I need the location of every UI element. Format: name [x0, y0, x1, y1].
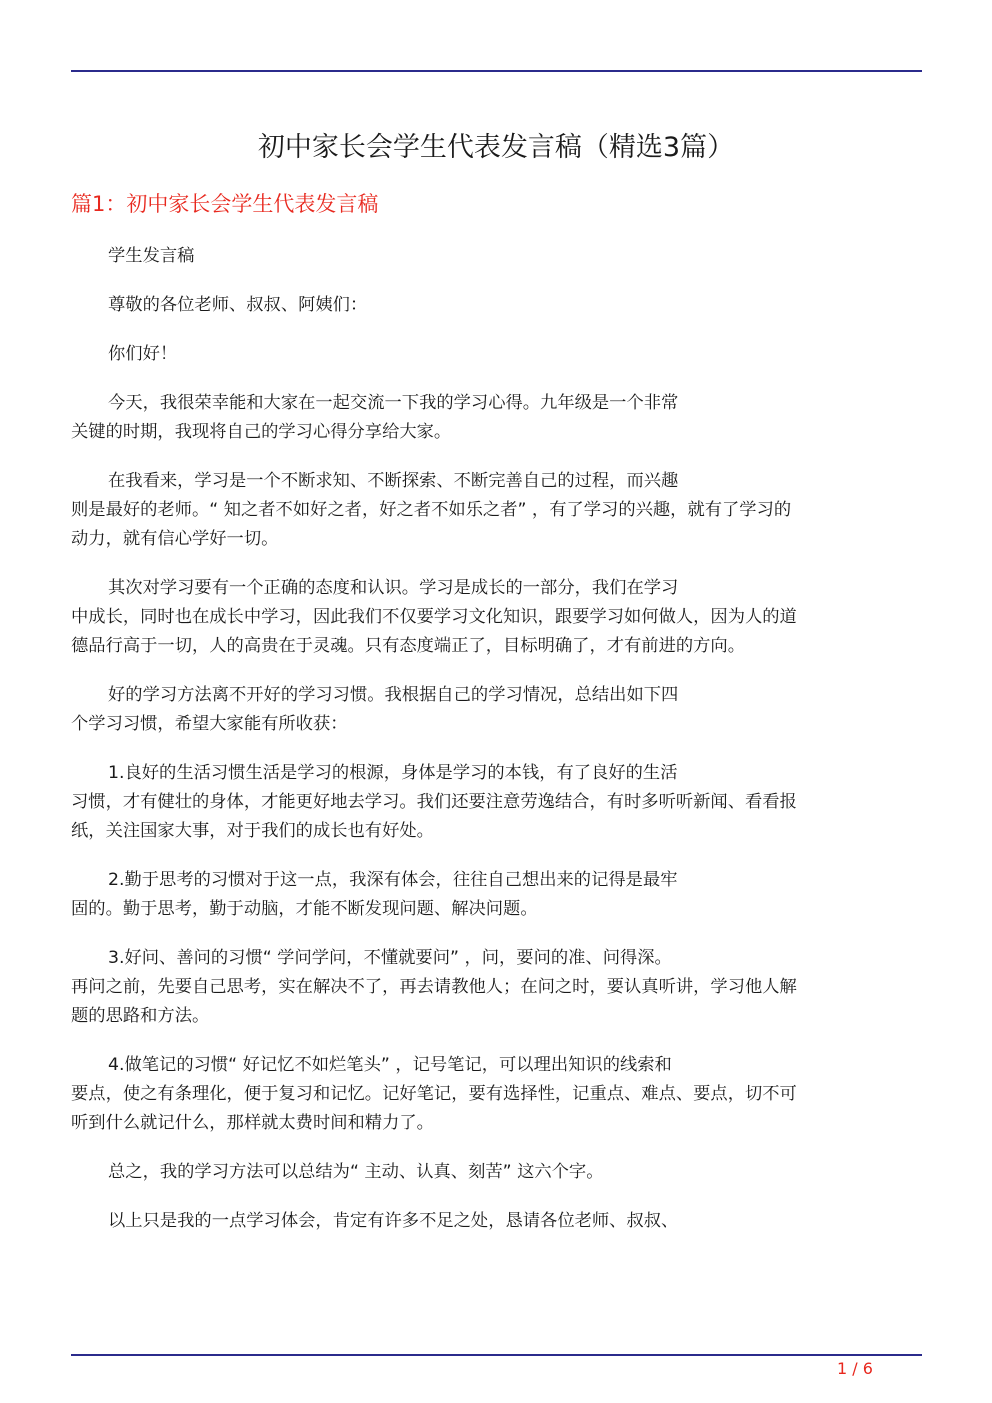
section-heading: 篇1：初中家长会学生代表发言稿	[71, 192, 379, 216]
paragraph	[71, 574, 921, 661]
paragraph-line: 在我看来，学习是一个不断求知、不断探索、不断完善自己的过程，而兴趣	[108, 471, 679, 491]
paragraph-line: 听到什么就记什么，那样就太费时间和精力了。	[71, 1113, 434, 1133]
paragraph	[71, 242, 921, 271]
paragraph-line: 固的。勤于思考，勤于动脑，才能不断发现问题、解决问题。	[71, 899, 538, 919]
document-body	[71, 242, 921, 1256]
page-number: 1 / 6	[837, 1359, 873, 1378]
paragraph-line: 4.做笔记的习惯“ 好记忆不如烂笔头” ，记号笔记，可以理出知识的线索和	[108, 1055, 672, 1075]
paragraph-line: 今天，我很荣幸能和大家在一起交流一下我的学习心得。九年级是一个非常	[108, 393, 679, 413]
paragraph	[71, 1051, 921, 1138]
paragraph	[71, 759, 921, 846]
paragraph	[71, 1207, 921, 1236]
paragraph-line: 题的思路和方法。	[71, 1006, 210, 1026]
paragraph	[71, 944, 921, 1031]
paragraph	[71, 681, 921, 739]
paragraph	[71, 291, 921, 320]
paragraph	[71, 866, 921, 924]
paragraph	[71, 467, 921, 554]
paragraph-line: 再问之前，先要自己思考，实在解决不了，再去请教他人；在问之时，要认真听讲，学习他人解	[71, 977, 797, 997]
paragraph-line: 中成长，同时也在成长中学习，因此我们不仅要学习文化知识，跟要学习如何做人，因为人的道	[71, 607, 797, 627]
paragraph-line: 总之，我的学习方法可以总结为“ 主动、认真、刻苦” 这六个字。	[108, 1162, 604, 1182]
paragraph-line: 1.良好的生活习惯生活是学习的根源，身体是学习的本钱，有了良好的生活	[108, 763, 678, 783]
footer-rule	[71, 1354, 922, 1356]
paragraph-line: 关键的时期，我现将自己的学习心得分享给大家。	[71, 422, 452, 442]
paragraph-line: 你们好！	[108, 344, 178, 364]
paragraph-line: 学生发言稿	[108, 246, 195, 266]
header-rule	[71, 70, 922, 72]
paragraph-line: 以上只是我的一点学习体会，肯定有许多不足之处，恳请各位老师、叔叔、	[108, 1211, 679, 1231]
paragraph-line: 动力，就有信心学好一切。	[71, 529, 279, 549]
paragraph-line: 2.勤于思考的习惯对于这一点，我深有体会，往往自己想出来的记得是最牢	[108, 870, 678, 890]
paragraph-line: 则是最好的老师。“ 知之者不如好之者，好之者不如乐之者” ，有了学习的兴趣，就有了学习的	[71, 500, 792, 520]
paragraph-line: 3.好问、善问的习惯“ 学问学问，不懂就要问” ，问，要问的准、问得深。	[108, 948, 672, 968]
paragraph-line: 习惯，才有健壮的身体，才能更好地去学习。我们还要注意劳逸结合，有时多听听新闻、看看报	[71, 792, 797, 812]
document-title: 初中家长会学生代表发言稿（精选3篇）	[257, 132, 735, 163]
paragraph-line: 好的学习方法离不开好的学习习惯。我根据自己的学习情况，总结出如下四	[108, 685, 679, 705]
paragraph-line: 德品行高于一切，人的高贵在于灵魂。只有态度端正了，目标明确了，才有前进的方向。	[71, 636, 745, 656]
paragraph	[71, 1158, 921, 1187]
paragraph	[71, 389, 921, 447]
paragraph-line: 尊敬的各位老师、叔叔、阿姨们：	[108, 295, 368, 315]
paragraph-line: 要点，使之有条理化，便于复习和记忆。记好笔记，要有选择性，记重点、难点、要点，切不可	[71, 1084, 797, 1104]
paragraph-line: 其次对学习要有一个正确的态度和认识。学习是成长的一部分，我们在学习	[108, 578, 679, 598]
paragraph	[71, 340, 921, 369]
paragraph-line: 个学习习惯，希望大家能有所收获：	[71, 714, 348, 734]
paragraph-line: 纸，关注国家大事，对于我们的成长也有好处。	[71, 821, 434, 841]
